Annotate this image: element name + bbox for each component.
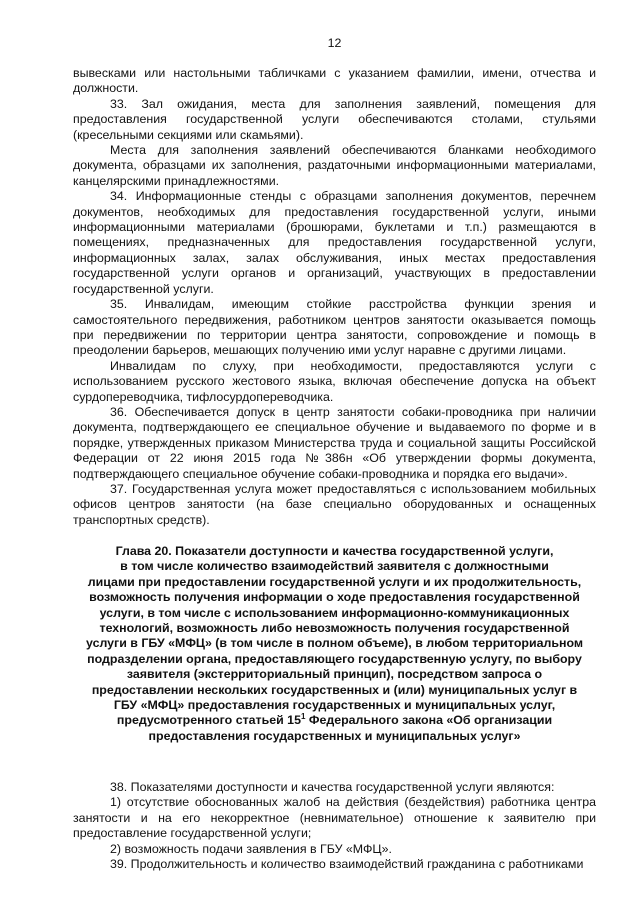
heading-line: заявителя (экстерриториальный принцип), посредством запроса о [126, 667, 543, 682]
paragraph: 37. Государственная услуга может предоставляться с использованием мобильных офисов центров занятости (на базе специально оборудованных и оснащенных транспортных средств). [73, 481, 596, 527]
paragraph: 2) возможность подачи заявления в ГБУ «МФЦ». [110, 841, 392, 856]
heading-line: лицами при предоставлении государственной услуги и их продолжительность, [87, 574, 582, 589]
chapter-heading [73, 544, 596, 744]
heading-line: технологий, возможность либо невозможность получения государственной [99, 621, 570, 636]
superscript: 1 [300, 712, 306, 722]
heading-line: в том числе количество взаимодействий заявителя с должностными [120, 559, 549, 574]
heading-line: возможность получения информации о ходе предоставления государственной [89, 590, 580, 605]
paragraph: 1) отсутствие обоснованных жалоб на действия (бездействия) работника центра занятости и на его некорректное (невнимательное) отношение к заявителю при предоставление государственной услуги; [73, 795, 596, 841]
heading-line: предоставления государственных и муниципальных услуг» [148, 728, 521, 743]
heading-text: Федерального закона «Об организации [305, 713, 553, 728]
paragraph: Инвалидам по слуху, при необходимости, предоставляются услуги с использованием русского жестового языка, включая обеспечение допуска на объект сурдопереводчика, тифлосурдопереводчика. [73, 358, 596, 404]
heading-line: подразделении органа, предоставляющего государственную услугу, по выбору [87, 651, 582, 666]
paragraph: вывесками или настольными табличками с указанием фамилии, имени, отчества и должности. [73, 66, 596, 96]
heading-line: предоставлении нескольких государственных и (или) муниципальных услуг в [91, 682, 578, 697]
heading-line: услуги в ГБУ «МФЦ» (в том числе в полном объеме), в любом территориальном [85, 636, 584, 651]
heading-line: Глава 20. Показатели доступности и качества государственной услуги, [115, 544, 554, 558]
paragraph: 36. Обеспечивается допуск в центр занятости собаки-проводника при наличии документа, подтверждающего ее специальное обучение и выдаваемого по форме и в порядке, утвержденных приказом Министерства труда и социальной защиты Российской Федерации от 22 июня 2015 года №386н «Об утверждении формы документа, подтверждающего специальное обучение собаки-проводника и порядка его выдачи». [73, 404, 596, 481]
body-text-bottom [73, 780, 596, 872]
paragraph: Места для заполнения заявлений обеспечиваются бланками необходимого документа, образцами их заполнения, раздаточными информационными материалами, канцелярскими принадлежностями. [73, 143, 596, 188]
heading-text: предусмотренного статьей 15 [116, 713, 301, 728]
paragraph: 35. Инвалидам, имеющим стойкие расстройства функции зрения и самостоятельного передвижения, работником центров занятости оказывается помощь при передвижении по территории центра занятости, сопровождение и помощь в преодолении барьеров, мешающих получению ими услуг наравне с другими лицами. [73, 297, 596, 358]
body-text-top [73, 66, 596, 528]
heading-line: ГБУ «МФЦ» предоставления государственных и муниципальных услуг, [113, 698, 556, 713]
paragraph: 34. Информационные стенды с образцами заполнения документов, перечнем документов, необходимых для предоставления государственной услуги, иными информационными материалами (брошюрами, буклетами и т.п.) размещаются в помещениях, предназначенных для предоставления государственной услуги, информационных залах, залах обслуживания, иных местах предоставления государственной услуги органов и организаций, участвующих в предоставлении государственной услуги. [73, 189, 596, 296]
heading-line: услуги, в том числе с использованием информационно-коммуникационных [99, 605, 570, 620]
heading-line-with-superscript [73, 713, 596, 728]
paragraph: 38. Показателями доступности и качества государственной услуги являются: [110, 780, 555, 794]
paragraph: 33. Зал ожидания, места для заполнения заявлений, помещения для предоставления государственной услуги обеспечиваются столами, стульями (кресельными секциями или скамьями). [73, 96, 596, 142]
paragraph: 39. Продолжительность и количество взаимодействий гражданина с работниками [110, 857, 584, 872]
page-number: 12 [327, 36, 342, 50]
